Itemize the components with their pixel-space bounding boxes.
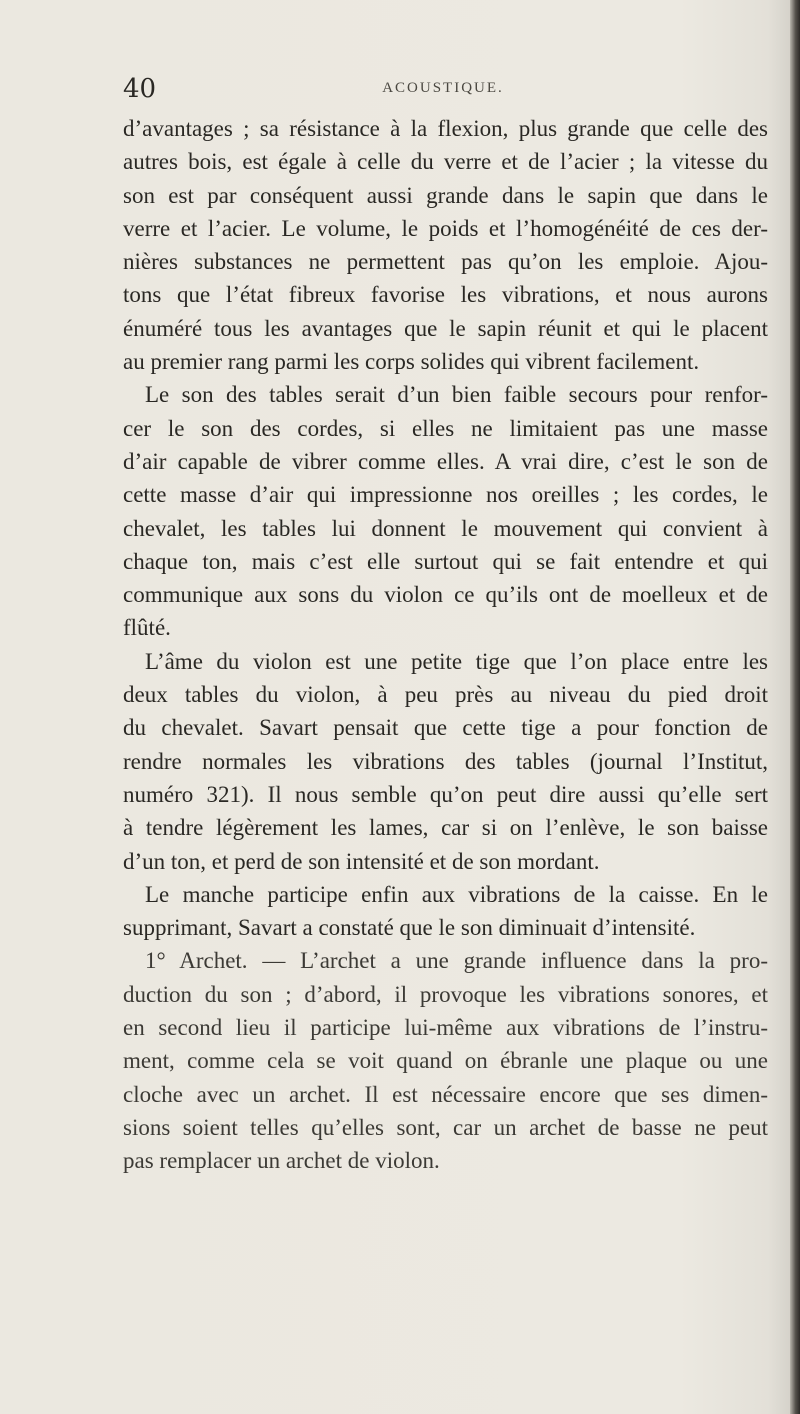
text-line: à tendre légèrement les lames, car si on l’enlève, le son baisse	[123, 815, 768, 841]
page-edge-shadow	[790, 0, 800, 1414]
text-line: énuméré tous les avantages que le sapin réunit et qui le placent	[123, 315, 768, 341]
text-line: duction du son ; d’abord, il provoque les vibrations sonores, et	[123, 981, 768, 1007]
text-line: numéro 321). Il nous semble qu’on peut dire aussi qu’elle sert	[123, 781, 768, 807]
text-line: sions soient telles qu’elles sont, car un archet de basse ne peut	[123, 1114, 768, 1140]
text-line: d’air capable de vibrer comme elles. A vrai dire, c’est le son de	[123, 448, 768, 474]
text-line: d’avantages ; sa résistance à la flexion, plus grande que celle des	[123, 116, 768, 141]
text-line: verre et l’acier. Le volume, le poids et l’homogénéité de ces der-	[123, 215, 768, 241]
text-line: tons que l’état fibreux favorise les vibrations, et nous aurons	[123, 282, 768, 308]
text-line: Le manche participe enfin aux vibrations de la caisse. En le	[145, 881, 768, 907]
text-line: nières substances ne permettent pas qu’on les emploie. Ajou-	[123, 249, 768, 275]
text-line: flûté.	[123, 615, 171, 641]
text-line: Le son des tables serait d’un bien faible secours pour renfor-	[145, 382, 768, 408]
text-line: chevalet, les tables lui donnent le mouvement qui convient à	[123, 515, 768, 541]
text-line: cloche avec un archet. Il est nécessaire encore que ses dimen-	[123, 1081, 768, 1107]
text-line: ment, comme cela se voit quand on ébranle une plaque ou une	[123, 1048, 768, 1074]
text-line: autres bois, est égale à celle du verre et de l’acier ; la vitesse du	[123, 149, 768, 175]
text-line: cer le son des cordes, si elles ne limitaient pas une masse	[123, 415, 768, 441]
text-line: au premier rang parmi les corps solides qui vibrent facilement.	[123, 349, 700, 375]
text-line: supprimant, Savart a constaté que le son diminuait d’intensité.	[123, 915, 696, 941]
page-number: 40	[123, 74, 157, 104]
text-line: du chevalet. Savart pensait que cette tige a pour fonction de	[123, 715, 768, 741]
text-line: en second lieu il participe lui-même aux vibrations de l’instru-	[123, 1015, 768, 1041]
text-line: communique aux sons du violon ce qu’ils ont de moelleux et de	[123, 582, 768, 608]
text-line: rendre normales les vibrations des tables (journal l’Institut,	[123, 748, 768, 774]
text-line: 1° Archet. — L’archet a une grande influence dans la pro-	[145, 948, 768, 974]
text-line: chaque ton, mais c’est elle surtout qui se fait entendre et qui	[123, 548, 768, 574]
running-title: ACOUSTIQUE.	[382, 80, 504, 96]
text-line: cette masse d’air qui impressionne nos oreilles ; les cordes, le	[123, 482, 768, 508]
page-header	[123, 74, 763, 110]
text-line: L’âme du violon est une petite tige que l’on place entre les	[145, 648, 768, 674]
text-line: deux tables du violon, à peu près au niveau du pied droit	[123, 682, 768, 708]
text-line: pas remplacer un archet de violon.	[123, 1148, 440, 1174]
body-text	[123, 112, 768, 1178]
text-line: son est par conséquent aussi grande dans le sapin que dans le	[123, 182, 768, 208]
text-line: d’un ton, et perd de son intensité et de son mordant.	[123, 848, 600, 874]
